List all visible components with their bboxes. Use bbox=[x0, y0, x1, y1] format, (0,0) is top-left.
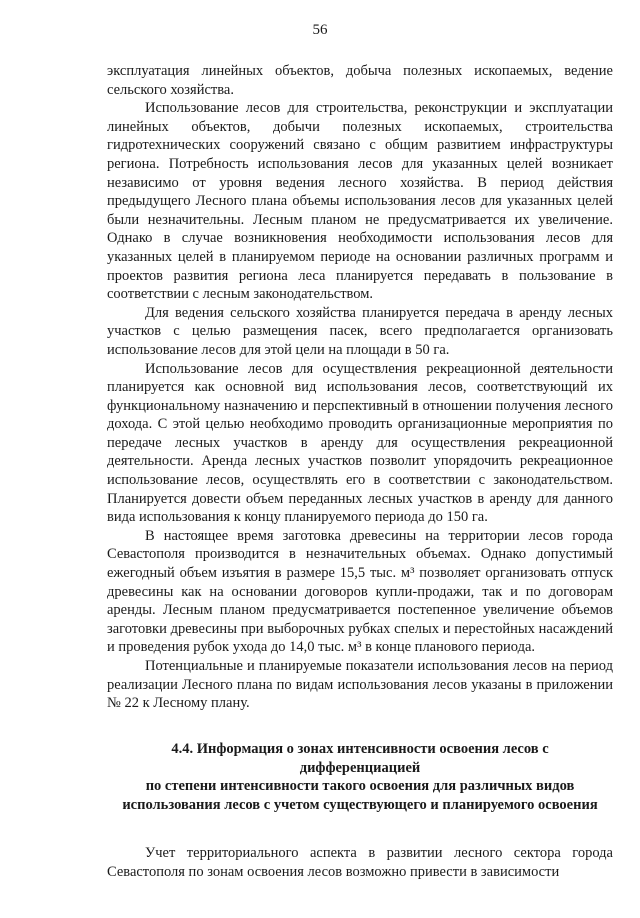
page-number: 56 bbox=[312, 22, 328, 38]
section-heading-line-4: использования лесов с учетом существующего и планируемого освоения bbox=[122, 797, 598, 814]
paragraph-recreation: Использование лесов для осуществления рекреационной деятельности планируется как основной вид использования лесов, соответствующий их функциональному назначению и перспективный в отношении получения лесного дохода. С этой целью необходимо проводить организационные мероприятия по передаче лесных участков в аренду для осуществления рекреационной деятельности. Аренда лесных участков позволит упорядочить рекреационное использование лесов, осуществлять его в соответствии с законодательством. Планируется довести объем переданных лесных участков в аренду для данного вида использования к концу планируемого периода до 150 га. bbox=[107, 360, 613, 526]
paragraph-timber-harvest: В настоящее время заготовка древесины на территории лесов города Севастополя производится в незначительных объемах. Однако допустимый ежегодный объем изъятия в размере 15,5 тыс. м³ позволяет организовать отпуск древесины как на основании договоров купли-продажи, так и по договорам аренды. Лесным планом предусматривается постепенное увеличение объемов заготовки древесины при выборочных рубках спелых и перестойных насаждений и проведения рубок ухода до 14,0 тыс. м³ в конце планового периода. bbox=[107, 527, 613, 656]
paragraph-agriculture: Для ведения сельского хозяйства планируется передача в аренду лесных участков с целью размещения пасек, всего предполагается организовать использование лесов для этой цели на площади в 50 га. bbox=[107, 304, 613, 358]
paragraph-indicators: Потенциальные и планируемые показатели использования лесов на период реализации Лесного плана по видам использования лесов указаны в приложении № 22 к Лесному плану. bbox=[107, 658, 613, 712]
paragraph-continuation: эксплуатация линейных объектов, добыча полезных ископаемых, ведение сельского хозяйства. bbox=[107, 63, 613, 98]
section-heading-line-1: 4.4. Информация о зонах интенсивности освоения лесов с bbox=[171, 740, 549, 757]
paragraph-linear-objects: Использование лесов для строительства, реконструкции и эксплуатации линейных объектов, добычи полезных ископаемых, строительства гидротехнических сооружений связано с общим развитием инфраструктуры региона. Потребность использования лесов для указанных целей возникает независимо от уровня ведения лесного хозяйства. В период действия предыдущего Лесного плана объемы использования лесов для указанных целей были незначительны. Лесным планом не предусматривается их увеличение. Однако в случае возникновения необходимости использования лесов для указанных целей в планируемом периоде на основании различных программ и проектов развития региона леса планируется передавать в пользование в соответствии с лесным законодательством. bbox=[107, 100, 613, 303]
section-heading-line-2: дифференциацией bbox=[299, 759, 421, 776]
document-body bbox=[107, 62, 613, 881]
section-heading bbox=[107, 740, 613, 815]
section-heading-line-3: по степени интенсивности такого освоения для различных видов bbox=[145, 778, 575, 795]
paragraph-territorial-aspect: Учет территориального аспекта в развитии лесного сектора города Севастополя по зонам освоения лесов возможно привести в зависимости bbox=[107, 844, 613, 880]
